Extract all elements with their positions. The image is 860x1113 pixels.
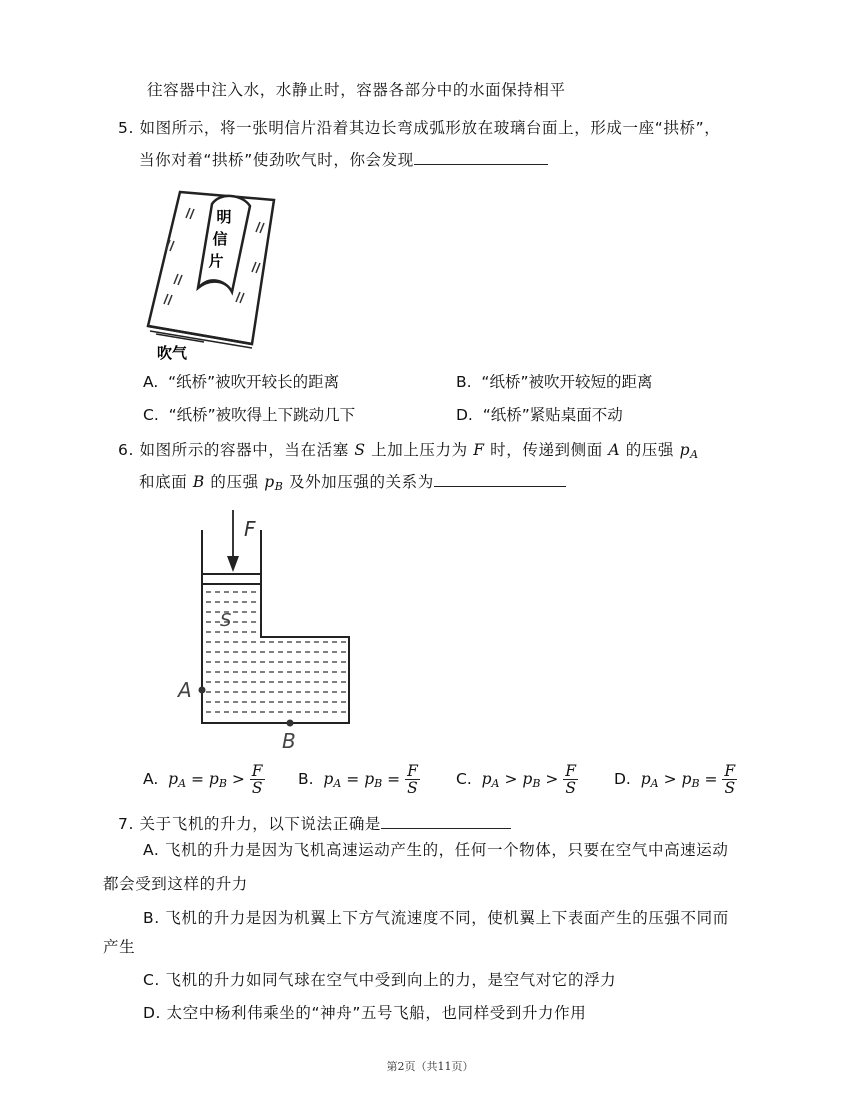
q7-number: 7. (118, 815, 134, 833)
q6-opt-b-rel2: = (387, 770, 401, 788)
q5-option-c-text: “纸桥”被吹得上下跳动几下 (168, 406, 356, 424)
q6-stem-line1 (118, 439, 699, 466)
q5-option-d (456, 404, 623, 426)
q6-opt-a-rel1: = (190, 770, 204, 788)
q7-option-a-line1: A. 飞机的升力是因为飞机高速运动产生的，任何一个物体，只要在空气中高速运动 (143, 841, 729, 859)
q5-option-c (143, 404, 355, 426)
q6-sub-b: B (274, 480, 284, 493)
q5-option-d-letter: D. (456, 406, 473, 424)
q6-opt-c-p2: p (522, 770, 533, 788)
q6-option-c-letter: C. (456, 770, 472, 788)
q6-figure-label-s: S (220, 610, 232, 631)
q6-opt-d-suba: A (650, 777, 659, 790)
q5-option-a (143, 371, 339, 393)
q5-stem-line2 (139, 146, 548, 171)
q5-option-b-letter: B. (456, 373, 472, 391)
q5-option-a-text: “纸桥”被吹开较长的距离 (168, 373, 340, 391)
q6-opt-b-p1: p (323, 770, 334, 788)
q6-number: 6. (118, 441, 134, 459)
q6-opt-d-fraction (722, 763, 737, 796)
q6-opt-c-rel1: > (504, 770, 518, 788)
q5-option-d-text: “纸桥”紧贴桌面不动 (482, 406, 623, 424)
q6-opt-a-rel2: > (231, 770, 245, 788)
q6-opt-a-frac-num: F (251, 762, 263, 780)
q5-figure-postcard-bridge (140, 180, 290, 365)
q7-answer-blank (381, 810, 511, 829)
q6-text-2: 上加上压力为 (371, 441, 468, 459)
q5-figure-caption: 吹气 (156, 344, 188, 362)
q6-opt-c-fraction (563, 763, 578, 796)
q6-text-6: 的压强 (210, 473, 259, 491)
q6-text-4: 的压强 (625, 441, 675, 459)
q7-stem-text: 关于飞机的升力，以下说法正确是 (139, 815, 382, 833)
q6-opt-a-p1: p (168, 770, 179, 788)
q6-figure-label-f: F (244, 517, 256, 541)
q6-opt-b-fraction (405, 763, 420, 796)
q6-opt-c-p1: p (481, 770, 492, 788)
q6-opt-a-p2: p (208, 770, 219, 788)
q6-text-3: 时，传递到侧面 (490, 441, 603, 459)
q5-card-char-2: 信 (212, 230, 228, 248)
q6-sub-a: A (690, 448, 699, 461)
q5-stem-text1: 如图所示，将一张明信片沿着其边长弯成弧形放在玻璃台面上，形成一座“拱桥”， (139, 119, 721, 137)
q7-option-c: C. 飞机的升力如同气球在空气中受到向上的力，是空气对它的浮力 (143, 971, 617, 989)
q5-option-c-letter: C. (143, 406, 159, 424)
q6-option-d-letter: D. (614, 770, 631, 788)
q6-opt-a-subb: B (218, 777, 227, 790)
q6-opt-d-frac-den: S (724, 779, 736, 797)
q5-option-a-letter: A. (143, 373, 159, 391)
q6-figure-container (136, 500, 386, 758)
q6-opt-d-subb: B (691, 777, 700, 790)
q6-option-d (614, 762, 737, 801)
q6-figure-label-a: A (178, 678, 192, 702)
q7-option-b-line1: B. 飞机的升力是因为机翼上下方气流速度不同，使机翼上下表面产生的压强不同而 (143, 909, 729, 927)
q6-opt-c-rel2: > (545, 770, 559, 788)
q6-text-7: 及外加压强的关系为 (288, 473, 434, 491)
q5-option-b-text: “纸桥”被吹开较短的距离 (481, 373, 653, 391)
q6-opt-b-frac-den: S (407, 779, 418, 797)
q7-stem (118, 810, 511, 835)
q6-symbol-p: p (679, 441, 691, 459)
q5-card-char-1: 明 (216, 208, 232, 226)
q6-symbol-s: S (354, 441, 366, 459)
q6-opt-c-frac-num: F (565, 762, 577, 780)
q6-opt-b-subb: B (374, 777, 383, 790)
q6-opt-c-subb: B (532, 777, 541, 790)
q5-number: 5. (118, 119, 134, 137)
q5-stem-line1 (118, 117, 720, 139)
q5-stem-text2: 当你对着“拱桥”使劲吹气时，你会发现 (139, 151, 414, 169)
q6-opt-a-frac-den: S (251, 779, 263, 797)
q6-opt-b-rel1: = (346, 770, 360, 788)
q6-opt-a-fraction (250, 763, 265, 796)
q6-opt-d-p1: p (640, 770, 651, 788)
page-footer: 第2页（共11页） (386, 1060, 474, 1073)
q6-option-b-letter: B. (298, 770, 314, 788)
q5-answer-blank (414, 146, 548, 165)
q6-symbol-a: A (608, 441, 621, 459)
q6-opt-d-p2: p (681, 770, 692, 788)
q6-symbol-f: F (473, 441, 485, 459)
q6-option-c (456, 762, 578, 801)
q6-opt-d-rel2: = (704, 770, 718, 788)
q6-text-5: 和底面 (139, 473, 188, 491)
q6-figure-label-b: B (282, 729, 296, 753)
q6-symbol-p2: p (264, 473, 275, 491)
q6-opt-a-suba: A (178, 777, 187, 790)
q6-opt-d-rel1: > (663, 770, 677, 788)
q5-card-char-3: 片 (208, 252, 224, 270)
q6-text-1: 如图所示的容器中，当在活塞 (139, 441, 349, 459)
q6-opt-d-frac-num: F (724, 762, 736, 780)
continuation-text: 往容器中注入水，水静止时，容器各部分中的水面保持相平 (147, 81, 566, 99)
q6-opt-b-p2: p (364, 770, 375, 788)
q6-symbol-b: B (192, 473, 205, 491)
q6-opt-b-suba: A (333, 777, 342, 790)
q6-opt-c-frac-den: S (565, 779, 576, 797)
q7-option-d: D. 太空中杨利伟乘坐的“神舟”五号飞船，也同样受到升力作用 (143, 1004, 587, 1022)
q5-option-b (456, 371, 652, 393)
q6-option-a-letter: A. (143, 770, 159, 788)
q6-answer-blank (434, 468, 566, 487)
q7-option-b-line2: 产生 (103, 938, 136, 956)
q6-stem-line2 (139, 468, 566, 498)
q6-option-b (298, 762, 420, 801)
q6-opt-b-frac-num: F (407, 762, 418, 780)
q7-option-a-line2: 都会受到这样的升力 (103, 875, 248, 893)
q6-option-a (143, 762, 265, 801)
q6-opt-c-suba: A (491, 777, 500, 790)
